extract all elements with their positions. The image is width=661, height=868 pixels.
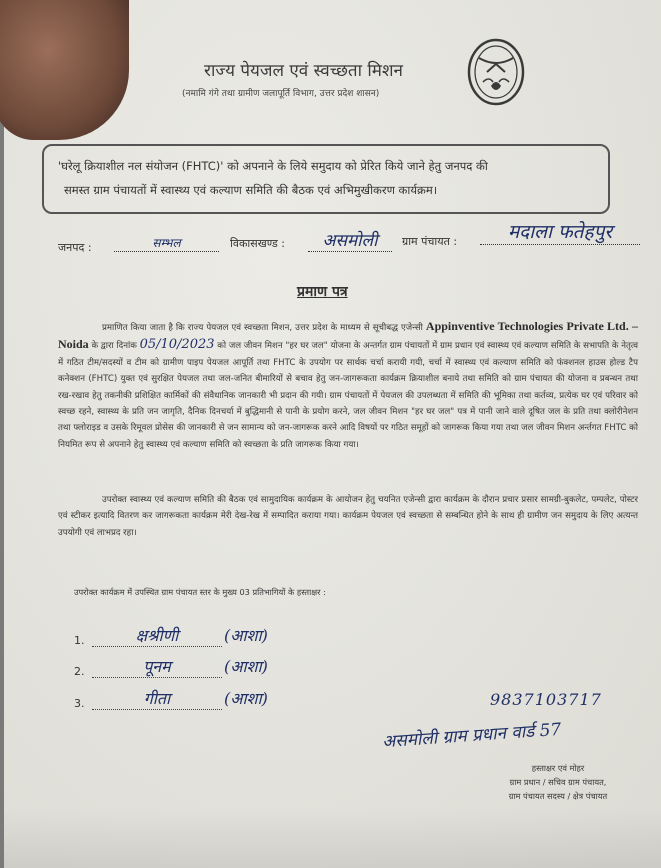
attendees-intro: उपरोक्त कार्यक्रम में उपस्थित ग्राम पंचायत स्तर के मुख्य 03 प्रतिभागियों के हस्ताक्षर : bbox=[74, 587, 326, 597]
contact-phone: 9837103717 bbox=[490, 690, 602, 709]
attendee-name: पूनम bbox=[92, 655, 222, 678]
certificate-paragraph-1 bbox=[58, 318, 638, 453]
agency-name: Appinventive Technologies Private Ltd. – Noida bbox=[58, 319, 638, 352]
certificate-document bbox=[4, 0, 661, 868]
attendee-name: क्षश्रीणी bbox=[92, 624, 222, 647]
attendee-name: गीता bbox=[92, 687, 222, 710]
signatory-designation-2: ग्राम पंचायत सदस्य / क्षेत्र पंचायत bbox=[508, 791, 608, 801]
attendee-role: (आशा) bbox=[224, 689, 268, 708]
panchayat-label: ग्राम पंचायत : bbox=[402, 235, 458, 248]
program-banner bbox=[42, 144, 610, 214]
page-shadow bbox=[4, 808, 661, 868]
certificate-title: प्रमाण पत्र bbox=[297, 284, 348, 300]
signature-caption: हस्ताक्षर एवं मोहर bbox=[531, 763, 585, 773]
uttar-pradesh-emblem-icon bbox=[467, 38, 525, 106]
para1-text-b: के द्वारा दिनांक bbox=[91, 341, 137, 352]
certificate-paragraph-2: उपरोक्त स्वास्थ्य एवं कल्याण समिति की बैठक एवं सामुदायिक कार्यक्रम के आयोजन हेतु चयनित एजेन्सी द्वारा कार्यक्रम के दौरान प्रचार प्रसार सामग्री-बुकलेट, पम्पलेट, पोस्टर एवं स्टीकर इत्यादि वितरण कर जागरूकता कार्यक्रम मेरी देख-रेख में सम्पादित कराया गया। कार्यक्रम पेयजल एवं स्वच्छता से सम्बन्धित होने के साथ ही ग्रामीण जन समुदाय के लिए अत्यन्त उपयोगी एवं लाभप्रद रहा। bbox=[58, 495, 638, 538]
para1-text-c: को जल जीवन मिशन "हर घर जल" योजना के अन्तर्गत ग्राम पंचायतों में ग्राम प्रधान एवं स्वास्थ्य एवं कल्याण समिति के सभापति के नेतृत्व में गठित टीम/सदस्यों व टीम को ग्रामीण पाइप पेयजल आपूर्ति तथा FHTC के उपयोग पर सार्थक चर्चा करायी गयी, चर्चा में स्वास्थ्य एवं कल्याण समिति को फंक्शनल हाउस होल्ड टैप कनेक्शन (FHTC) युक्त एवं सुरक्षित पेयजल तथा जल-जनित बीमारियों से बचाव हेतु जन-जागरूकता कार्यक्रम क्रियाशील बनाये तथा समिति को ग्राम पंचायत की योजना व प्रबन्धन तथा रख-रखाव हेतु तकनीकी प्रशिक्षित कार्मिकों की संवैधानिक जानकारी भी प्रदान की गयी। ग्राम पंचायतों में पेयजल की उपलब्धता में समिति की भूमिका तथा कर्तव्य, प्रत्येक घर एवं परिवार को स्वच्छ रहने, स्वास्थ्य के प्रति जन जागृति, दैनिक दिनचर्या में बुद्धिमानी से पानी के प्रयोग करने, जल जीवन मिशन "हर घर जल" पत्र में पानी जाने वाले दूषित जल के प्रति तथा क्लोरीनेशन तथा फ्लोराइड व उसके रिमूवल प्रोसेस की जानकारी से जन सामान्य को जन-जागरूक करने आदि विषयों पर गठित समूहों को जागरूक किया गया तथा जल जीवन मिशन अर्न्तगत FHTC को नियमित रूप से अपनाने हेतु स्वास्थ्य एवं कल्याण समिति को स्वच्छता के प्रति जागरूक किया गया। bbox=[58, 341, 638, 450]
attendee-row-1 bbox=[74, 624, 374, 652]
district-label: जनपद : bbox=[58, 241, 92, 254]
handwritten-signature: असमोली ग्राम प्रधान वार्ड 57 bbox=[381, 719, 562, 753]
attendee-role: (आशा) bbox=[224, 657, 268, 676]
signatory-designation-1: ग्राम प्रधान / सचिव ग्राम पंचायत, bbox=[509, 777, 607, 787]
banner-line-1: 'घरेलू क्रियाशील नल संयोजन (FHTC)' को अपनाने के लिये समुदाय को प्रेरित किये जाने हेतु जनपद की bbox=[58, 159, 488, 173]
para1-text-a: प्रमाणित किया जाता है कि राज्य पेयजल एवं स्वच्छता मिशन, उत्तर प्रदेश के माध्यम से सूचीबद्ध एजेन्सी bbox=[102, 323, 423, 333]
thumb-occlusion bbox=[0, 0, 129, 140]
signature-block bbox=[458, 761, 658, 803]
program-date: 05/10/2023 bbox=[139, 337, 215, 353]
block-value: असमोली bbox=[308, 228, 392, 252]
banner-line-2: समस्त ग्राम पंचायतों में स्वास्थ्य एवं कल्याण समिति की बैठक एवं अभिमुखीकरण कार्यक्रम। bbox=[64, 183, 438, 197]
department-title: राज्य पेयजल एवं स्वच्छता मिशन bbox=[204, 61, 403, 81]
attendee-number: 2. bbox=[74, 665, 85, 678]
attendee-role: (आशा) bbox=[224, 626, 268, 645]
block-label: विकासखण्ड : bbox=[230, 237, 286, 250]
attendee-number: 1. bbox=[74, 634, 85, 647]
department-subtitle: (नमामि गंगे तथा ग्रामीण जलापूर्ति विभाग, उत्तर प्रदेश शासन) bbox=[182, 89, 380, 99]
district-value: सम्भल bbox=[114, 234, 219, 252]
attendee-number: 3. bbox=[74, 697, 85, 710]
attendee-row-3 bbox=[74, 687, 374, 715]
panchayat-value: मदाला फतेहपुर bbox=[480, 218, 640, 245]
attendee-row-2 bbox=[74, 655, 374, 683]
location-fields bbox=[58, 221, 648, 262]
